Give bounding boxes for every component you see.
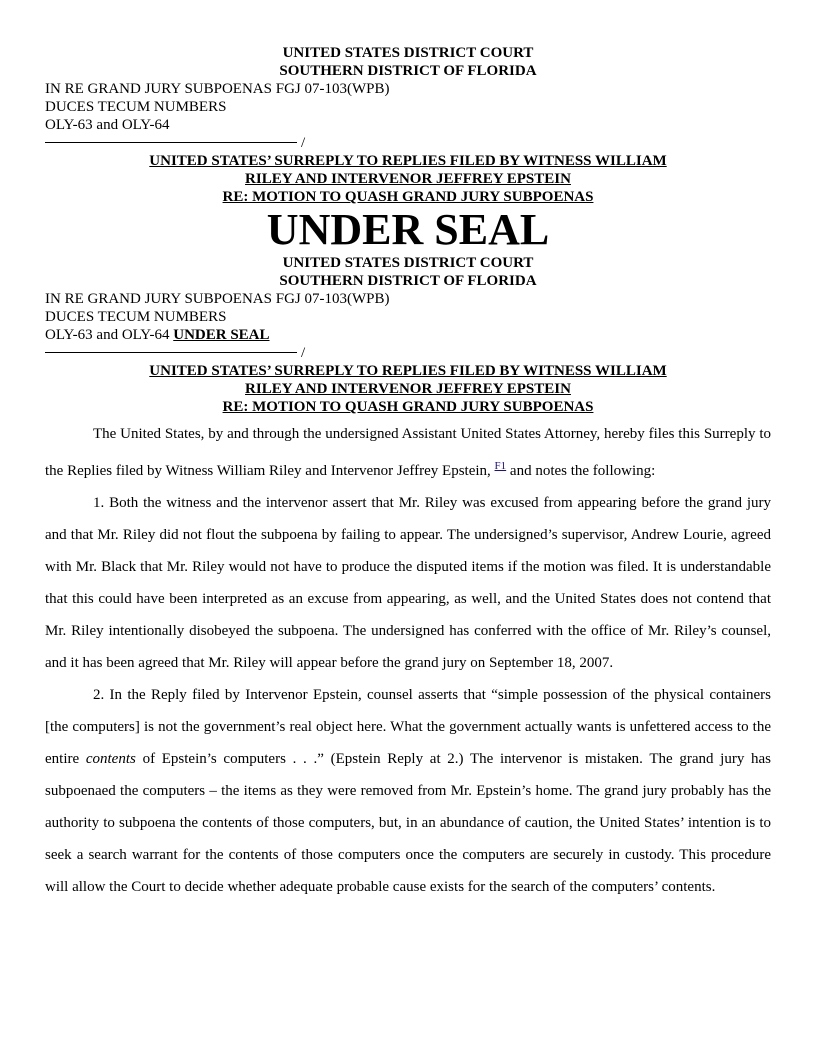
footnote-link[interactable]: F1	[494, 460, 507, 472]
court-name-line-2: SOUTHERN DISTRICT OF FLORIDA	[279, 273, 537, 289]
paragraph-1: 1. Both the witness and the intervenor assert that Mr. Riley was excused from appearing before the grand jury and that Mr. Riley did not flout the subpoena by failing to appear. The undersigned’s supervisor, Andrew Lourie, agreed with Mr. Black that Mr. Riley would not have to produce the disputed items if the motion was filed. It is understandable that this could have been interpreted as an excuse from appearing, as well, and the United States does not contend that Mr. Riley intentionally disobeyed the subpoena. The undersigned has conferred with the office of Mr. Riley’s counsel, and it has been agreed that Mr. Riley will appear before the grand jury on September 18, 2007.	[45, 495, 771, 671]
contents-emphasis: contents	[85, 751, 136, 767]
caption-separator	[45, 344, 771, 362]
caption-separator	[45, 134, 771, 152]
case-caption-line-1: IN RE GRAND JURY SUBPOENAS FGJ 07-103(WPB)	[45, 81, 390, 97]
header-block-1	[45, 44, 771, 206]
separator-slash: /	[301, 135, 306, 151]
header-block-2	[45, 254, 771, 416]
paragraph-2	[45, 679, 771, 903]
document-title-line-2: RILEY AND INTERVENOR JEFFREY EPSTEIN	[245, 381, 571, 397]
case-caption-line-2: DUCES TECUM NUMBERS	[45, 99, 227, 115]
intro-text-end: and notes the following:	[509, 463, 656, 479]
court-name-line-1: UNITED STATES DISTRICT COURT	[282, 45, 534, 61]
paragraph-2-text: 2. In the Reply filed by Intervenor Epstein, counsel asserts that “simple possession of the physical containers [the computers] is not the government’s real object here. What the government actually wants is unfettered access to the entire	[45, 687, 771, 767]
separator-slash: /	[301, 345, 306, 361]
case-caption-line-1: IN RE GRAND JURY SUBPOENAS FGJ 07-103(WPB)	[45, 291, 390, 307]
document-title-line-1: UNITED STATES’ SURREPLY TO REPLIES FILED BY WITNESS WILLIAM	[149, 363, 667, 379]
intro-paragraph	[45, 418, 771, 487]
court-name-line-2: SOUTHERN DISTRICT OF FLORIDA	[279, 63, 537, 79]
document-title-line-1: UNITED STATES’ SURREPLY TO REPLIES FILED BY WITNESS WILLIAM	[149, 153, 667, 169]
under-seal-heading: UNDER SEAL	[266, 205, 550, 254]
under-seal-label: UNDER SEAL	[173, 327, 270, 343]
document-title-line-3: RE: MOTION TO QUASH GRAND JURY SUBPOENAS	[222, 399, 594, 415]
case-caption-line-3: OLY-63 and OLY-64	[45, 117, 170, 133]
document-page	[45, 44, 771, 903]
case-caption-line-3	[45, 326, 771, 344]
document-title-line-2: RILEY AND INTERVENOR JEFFREY EPSTEIN	[245, 171, 571, 187]
paragraph-2-text-end: of Epstein’s computers . . .” (Epstein Reply at 2.) The intervenor is mistaken. The grand jury has subpoenaed the computers – the items as they were removed from Mr. Epstein’s home. The grand jury probably has the authority to subpoena the contents of those computers, but, in an abundance of caution, the United States’ intention is to seek a search warrant for the contents of those computers once the computers are securely in custody. This procedure will allow the Court to decide whether adequate probable cause exists for the search of the computers’ contents.	[45, 751, 772, 895]
separator-rule	[45, 142, 297, 143]
court-name-line-1: UNITED STATES DISTRICT COURT	[282, 255, 534, 271]
caption-numbers: OLY-63 and OLY-64	[45, 327, 170, 343]
separator-rule	[45, 352, 297, 353]
document-title-line-3: RE: MOTION TO QUASH GRAND JURY SUBPOENAS	[222, 189, 594, 205]
document-body	[45, 418, 771, 903]
intro-text: The United States, by and through the undersigned Assistant United States Attorney, hereby files this Surreply to the Replies filed by Witness William Riley and Intervenor Jeffrey Epstein,	[45, 426, 771, 479]
case-caption-line-2: DUCES TECUM NUMBERS	[45, 309, 227, 325]
